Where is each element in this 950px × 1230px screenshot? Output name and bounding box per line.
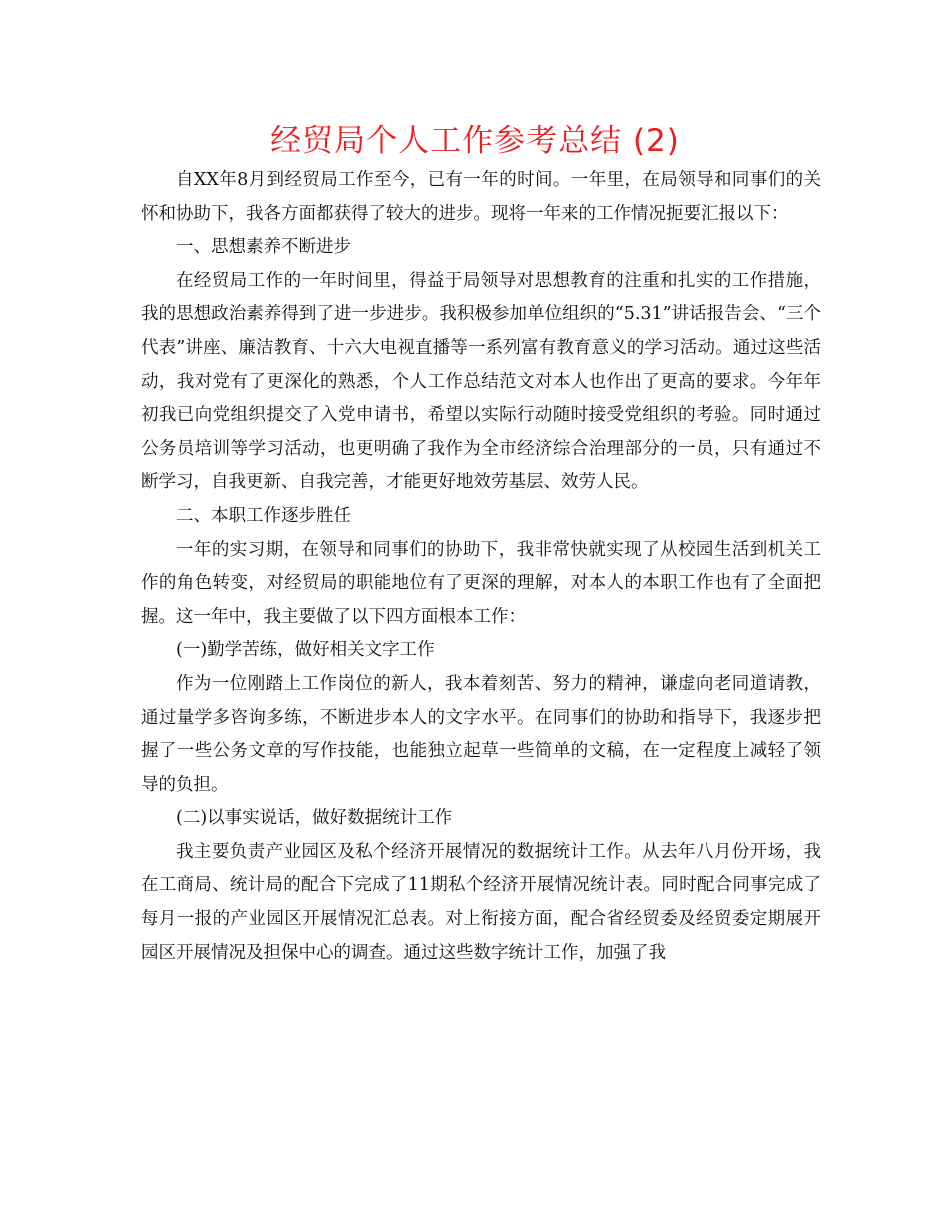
intro-paragraph: 自XX年8月到经贸局工作至今，已有一年的时间。一年里，在局领导和同事们的关怀和协助下，我各方面都获得了较大的进步。现将一年来的工作情况扼要汇报以下： bbox=[141, 170, 821, 224]
section-heading-duty: 二、本职工作逐步胜任 bbox=[176, 505, 351, 526]
subsection-heading-statistics: (二)以事实说话，做好数据统计工作 bbox=[176, 808, 453, 829]
subsection-heading-writing: (一)勤学苦练，做好相关文字工作 bbox=[176, 640, 435, 661]
document-title: 经贸局个人工作参考总结 (2) bbox=[270, 123, 680, 159]
section-heading-thought: 一、思想素养不断进步 bbox=[176, 237, 351, 258]
statistics-paragraph: 我主要负责产业园区及私个经济开展情况的数据统计工作。从去年八月份开场，我在工商局、统计局的配合下完成了11期私个经济开展情况统计表。同时配合同事完成了每月一报的产业园区开展情况汇总表。对上衔接方面，配合省经贸委及经贸委定期展开园区开展情况及担保中心的调查。通过这些数字统计工作，加强了我 bbox=[141, 841, 821, 963]
thought-paragraph: 在经贸局工作的一年时间里，得益于局领导对思想教育的注重和扎实的工作措施，我的思想政治素养得到了进一步进步。我积极参加单位组织的“5.31”讲话报告会、“三个代表”讲座、廉洁教育、十六大电视直播等一系列富有教育意义的学习活动。通过这些活动，我对党有了更深化的熟悉，个人工作总结范文对本人也作出了更高的要求。今年年初我已向党组织提交了入党申请书，希望以实际行动随时接受党组织的考验。同时通过公务员培训等学习活动，也更明确了我作为全市经济综合治理部分的一员，只有通过不断学习，自我更新、自我完善，才能更好地效劳基层、效劳人民。 bbox=[141, 270, 821, 493]
document-body bbox=[141, 164, 821, 970]
duty-paragraph: 一年的实习期，在领导和同事们的协助下，我非常快就实现了从校园生活到机关工作的角色转变，对经贸局的职能地位有了更深的理解，对本人的本职工作也有了全面把握。这一年中，我主要做了以下四方面根本工作： bbox=[141, 539, 821, 627]
writing-paragraph: 作为一位刚踏上工作岗位的新人，我本着刻苦、努力的精神，谦虚向老同道请教，通过量学多咨询多练，不断进步本人的文字水平。在同事们的协助和指导下，我逐步把握了一些公务文章的写作技能，也能独立起草一些简单的文稿，在一定程度上减轻了领导的负担。 bbox=[141, 673, 821, 795]
